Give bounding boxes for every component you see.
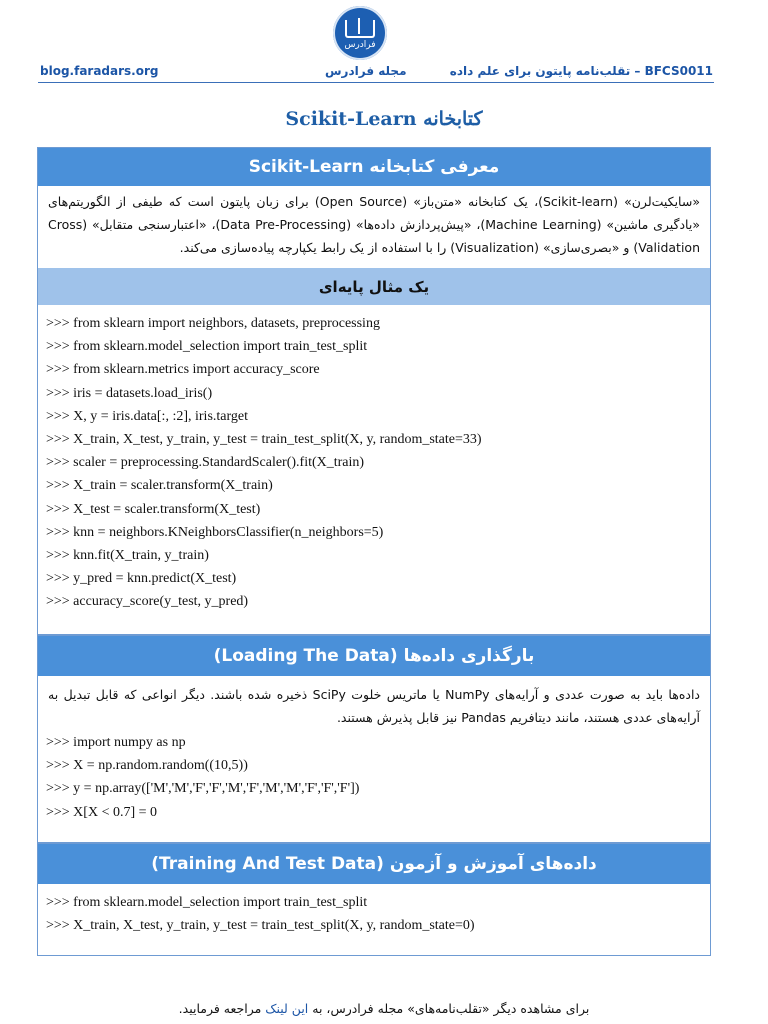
code-line: >>> X, y = iris.data[:, :2], iris.target <box>46 408 249 424</box>
section-heading-train-test: داده‌های آموزش و آزمون (Training And Test Data) <box>38 844 710 884</box>
faradars-logo <box>333 6 387 60</box>
code-line: >>> from sklearn.model_selection import train_test_split <box>46 895 368 910</box>
book-icon <box>345 20 375 38</box>
code-line: >>> X_train = scaler.transform(X_train) <box>46 478 273 494</box>
train-test-code <box>38 884 710 937</box>
code-line: >>> X_train, X_test, y_train, y_test = train_test_split(X, y, random_state=0) <box>46 918 475 934</box>
code-line: >>> knn.fit(X_train, y_train) <box>46 548 209 564</box>
code-line: >>> X = np.random.random((10,5)) <box>46 758 248 774</box>
page-title: کتابخانه Scikit-Learn <box>285 108 483 130</box>
code-line: >>> X_test = scaler.transform(X_test) <box>46 501 261 517</box>
header-document-id: BFCS0011 – تقلب‌نامه پایتون برای علم داده <box>449 64 713 78</box>
code-line: >>> from sklearn.metrics import accuracy_score <box>46 362 320 378</box>
loading-data-code <box>38 731 710 824</box>
code-line: >>> y = np.array(['M','M','F','F','M','F','M','M','F','F','F']) <box>46 781 360 797</box>
code-line: >>> scaler = preprocessing.StandardScaler().fit(X_train) <box>46 455 365 471</box>
logo-text: فرادرس <box>344 40 376 50</box>
code-line: >>> y_pred = knn.predict(X_test) <box>46 571 237 587</box>
footer-text-before: برای مشاهده دیگر «تقلب‌نامه‌های» مجله فرادرس، به <box>308 1001 590 1016</box>
code-line: >>> import numpy as np <box>46 735 186 750</box>
header-site-link[interactable]: blog.faradars.org <box>40 64 159 78</box>
section-heading-basic-example: یک مثال پایه‌ای <box>38 268 710 305</box>
footer-note <box>0 1001 768 1016</box>
intro-and-example-box <box>37 147 711 635</box>
code-line: >>> X[X < 0.7] = 0 <box>46 804 158 820</box>
train-test-box <box>37 843 711 956</box>
loading-data-paragraph: داده‌ها باید به صورت عددی و آرایه‌های NumPy یا ماتریس خلوت SciPy ذخیره شده باشند. دیگر انواعی که قابل تبدیل به آرایه‌های عددی هستند، مانند دیتافریم Pandas نیز قابل پذیرش هستند. <box>48 687 700 725</box>
footer-text-after: مراجعه فرمایید. <box>178 1001 266 1016</box>
footer-link[interactable]: این لینک <box>265 1001 309 1016</box>
code-line: >>> iris = datasets.load_iris() <box>46 385 213 401</box>
basic-example-code <box>38 305 710 614</box>
section-heading-intro: معرفی کتابخانه Scikit-Learn <box>38 148 710 186</box>
code-line: >>> knn = neighbors.KNeighborsClassifier(n_neighbors=5) <box>46 524 384 540</box>
header-divider <box>38 82 714 83</box>
code-line: >>> X_train, X_test, y_train, y_test = train_test_split(X, y, random_state=33) <box>46 432 482 448</box>
code-line: >>> accuracy_score(y_test, y_pred) <box>46 594 249 610</box>
section-heading-loading-data: بارگذاری داده‌ها (Loading The Data) <box>38 636 710 676</box>
code-line: >>> from sklearn import neighbors, datasets, preprocessing <box>46 316 380 331</box>
loading-data-box <box>37 635 711 843</box>
header-magazine-name: مجله فرادرس <box>325 64 407 78</box>
intro-paragraph: «سایکیت‌لرن» (Scikit-learn)، یک کتابخانه «متن‌باز» (Open Source) برای زبان پایتون است که طیفی از الگوریتم‌های «یادگیری ماشین» (Machine Learning)، «پیش‌پردازش داده‌ها» (Data Pre-Processing)، «اعتبارسنجی متقابل» (Cross Validation) و «بصری‌سازی» (Visualization) را با استفاده از یک رابط یکپارچه پیاده‌سازی می‌کند. <box>48 194 700 255</box>
code-line: >>> from sklearn.model_selection import train_test_split <box>46 339 368 355</box>
